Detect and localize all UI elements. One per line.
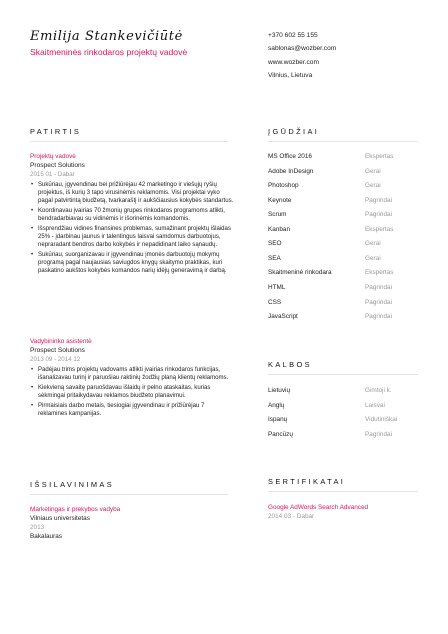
candidate-title: Skaitmeninės rinkodaros projektų vadovė [30, 47, 188, 57]
skill-name: JavaScript [268, 313, 298, 320]
job-bullet: • Kiekvieną savaitę paruošdavau išlaidų ir pelno ataskaitas, kurias sėkmingai pritaikydavau reklamos biudžeto planavimui. [30, 384, 235, 400]
contact-location: Vilnius, Lietuva [268, 72, 313, 80]
skill-row [268, 240, 418, 250]
skill-level: Pagrindai [365, 299, 393, 306]
skill-name: SEO [268, 240, 282, 247]
certificate-name: Google AdWords Search Advanced [268, 504, 369, 511]
language-name: Lietuvių [268, 387, 291, 394]
job-bullet: • Sukūriau, įgyvendinau bei prižiūrėjau 42 marketingo ir viešųjų ryšių projektus, iš kurių 3 tapo virusinėmis reklamomis. Visi projektai vyko pagal patvirtintą biudžetą, tvarkaraštį ir aukščiausius kokybės standartus. [30, 181, 235, 205]
language-row [268, 431, 418, 441]
skill-level: Ekspertas [365, 269, 394, 276]
skill-name: Skaitmeninė rinkodara [268, 269, 332, 276]
skill-row [268, 226, 418, 236]
certificates-heading: SERTIFIKATAI [268, 477, 346, 486]
skill-row [268, 197, 418, 207]
language-name: Pancūzų [268, 431, 293, 438]
education-field: Marketingas ir prekybos vadyba [30, 506, 121, 513]
certificate-dates: 2014 03 - Dabar [268, 513, 315, 520]
contact-email: sablonas@wozber.com [268, 45, 337, 53]
certificates-divider [268, 491, 418, 492]
language-level: Pagrindai [365, 431, 393, 438]
language-row [268, 416, 418, 426]
job-bullet: • Padėjau trims projektų vadovams atlikti įvairias rinkodaros funkcijas, išanalizavau turinį ir paruošiau raktinių žodžių planą klientų reklamoms. [30, 366, 235, 382]
job-dates: 2013 09 - 2014 12 [30, 356, 81, 363]
skill-level: Pagrindai [365, 313, 393, 320]
job-bullet: • Pirmaisiais darbo metais, tiesiogiai įgyvendinau ir prižiūrėjau 7 reklamines kampanijas. [30, 402, 235, 418]
skill-row [268, 313, 418, 323]
job-bullet: • Sukūriau, suorganizavau ir įgyvendinau įmonės darbuotojų mokymų programą pagal naujausias saviugdos knygų skaitymo praktikas, kuri paskatino aukštos kokybės komandos narių idėjų generavimą ir darbą. [30, 251, 235, 275]
skills-heading: ĮGŪDŽIAI [268, 127, 320, 136]
skill-level: Gerai [365, 255, 381, 262]
skill-row [268, 255, 418, 265]
skill-row [268, 284, 418, 294]
languages-heading: KALBOS [268, 360, 312, 369]
education-degree: Bakalauras [30, 533, 62, 540]
skill-row [268, 269, 418, 279]
skill-row [268, 168, 418, 178]
experience-heading: PATIRTIS [30, 127, 82, 136]
skill-name: MS Office 2016 [268, 153, 312, 160]
skill-level: Gerai [365, 168, 381, 175]
education-divider [30, 494, 228, 495]
job-dates: 2015 01 - Dabar [30, 171, 75, 178]
job-bullets [30, 181, 235, 277]
language-level: Vidutiniškai [365, 416, 398, 423]
language-row [268, 402, 418, 412]
skill-level: Ekspertas [365, 226, 394, 233]
language-name: Ispanų [268, 416, 288, 423]
job-bullet: • Koordinavau įvairias 70 žmonių grupes rinkodaros programoms atlikti, bendradarbiavau su vidinėmis ir išorinėmis komandomis. [30, 207, 235, 223]
language-level: Gimtoji k. [365, 387, 392, 394]
skill-row [268, 211, 418, 221]
skill-name: Keynote [268, 197, 292, 204]
skill-row [268, 182, 418, 192]
candidate-name: Emilija Stankevičiūtė [30, 29, 183, 44]
education-heading: IŠSILAVINIMAS [30, 480, 115, 489]
skill-name: CSS [268, 299, 282, 306]
skill-level: Pagrindai [365, 211, 393, 218]
job-company: Prospect Solutions [30, 347, 85, 354]
skill-name: Photoshop [268, 182, 299, 189]
skill-row [268, 299, 418, 309]
skill-name: HTML [268, 284, 286, 291]
experience-divider [30, 141, 228, 142]
language-name: Anglų [268, 402, 285, 409]
skill-name: Scrum [268, 211, 287, 218]
job-bullets [30, 366, 235, 420]
education-school: Vilniaus universitetas [30, 515, 90, 522]
job-title: Vadybininko asistentė [30, 338, 92, 345]
contact-block [268, 29, 336, 83]
job-title: Projektų vadovė [30, 153, 76, 160]
language-level: Laisvai [365, 402, 385, 409]
contact-website: www.wozber.com [268, 58, 319, 66]
skill-level: Pagrindai [365, 284, 393, 291]
skill-name: Kanban [268, 226, 291, 233]
skill-name: SEA [268, 255, 281, 262]
languages-divider [268, 374, 418, 375]
language-row [268, 387, 418, 397]
skill-level: Gerai [365, 182, 381, 189]
skill-name: Adobe InDesign [268, 168, 314, 175]
skill-row [268, 153, 418, 163]
skill-level: Pagrindai [365, 197, 393, 204]
education-year: 2013 [30, 524, 45, 531]
skill-level: Gerai [365, 240, 381, 247]
job-company: Prospect Solutions [30, 162, 85, 169]
job-bullet: • Išsprendžiau vidines finansines problemas, sumažinant projektų išlaidas 25% - įdarbinau jaunus ir talentingus laisvai samdomus darbuotojus, nepraradant bendros darbo kokybės ir nepadidinant laiko sąnaudų. [30, 225, 235, 249]
skills-divider [268, 141, 418, 142]
skill-level: Ekspertas [365, 153, 394, 160]
contact-phone: +370 602 55 155 [268, 32, 318, 39]
